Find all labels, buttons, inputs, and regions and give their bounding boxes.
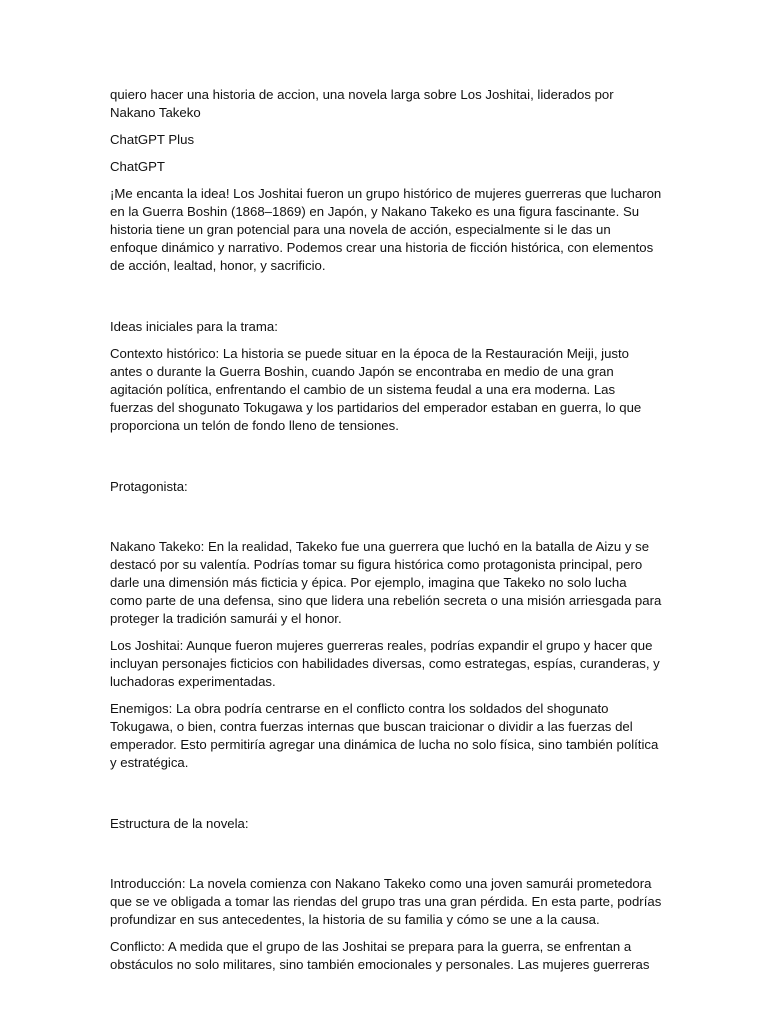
user-prompt: quiero hacer una historia de accion, una novela larga sobre Los Joshitai, liderados por Nakano Takeko [110,87,614,120]
label-chatgpt-plus: ChatGPT Plus [110,132,195,147]
heading-ideas: Ideas iniciales para la trama: [110,319,278,334]
introduccion-paragraph: Introducción: La novela comienza con Nakano Takeko como una joven samurái prometedora que se ve obligada a tomar las riendas del grupo tras una gran pérdida. En esta parte, podrías profundizar en sus antecedentes, la historia de su familia y cómo se une a la causa. [110,876,662,927]
nakano-paragraph: Nakano Takeko: En la realidad, Takeko fue una guerrera que luchó en la batalla de Aizu y se destacó por su valentía. Podrías tomar su figura histórica como protagonista principal, pero darle una dimensión más ficticia y épica. Por ejemplo, imagina que Takeko no solo lucha como parte de una defensa, sino que lidera una rebelión secreta o una misión arriesgada para proteger la tradición samurái y el honor. [110,539,662,626]
label-chatgpt: ChatGPT [110,159,165,174]
intro-paragraph: ¡Me encanta la idea! Los Joshitai fueron un grupo histórico de mujeres guerreras que lucharon en la Guerra Boshin (1868–1869) en Japón, y Nakano Takeko es una figura fascinante. Su historia tiene un gran potencial para una novela de acción, especialmente si le das un enfoque dinámico y narrativo. Podemos crear una historia de ficción histórica, con elementos de acción, lealtad, honor, y sacrificio. [110,186,662,273]
enemigos-paragraph: Enemigos: La obra podría centrarse en el conflicto contra los soldados del shogunato Tokugawa, o bien, contra fuerzas internas que buscan traicionar o dividir a las fuerzas del emperador. Esto permitiría agregar una dinámica de lucha no solo física, sino también política y estratégica. [110,701,659,770]
conflicto-paragraph: Conflicto: A medida que el grupo de las Joshitai se prepara para la guerra, se enfrentan a obstáculos no solo militares, sino también emocionales y personales. Las mujeres guerreras [110,939,650,972]
contexto-paragraph: Contexto histórico: La historia se puede situar en la época de la Restauración Meiji, justo antes o durante la Guerra Boshin, cuando Japón se encontraba en medio de una gran agitación política, enfrentando el cambio de un sistema feudal a una era moderna. Las fuerzas del shogunato Tokugawa y los partidarios del emperador estaban en guerra, lo que proporciona un telón de fondo lleno de tensiones. [110,346,642,433]
heading-protagonista: Protagonista: [110,479,188,494]
document-page [110,86,662,974]
heading-estructura: Estructura de la novela: [110,816,249,831]
joshitai-paragraph: Los Joshitai: Aunque fueron mujeres guerreras reales, podrías expandir el grupo y hacer que incluyan personajes ficticios con habilidades diversas, como estrategas, espías, curanderas, y luchadoras experimentadas. [110,638,660,689]
